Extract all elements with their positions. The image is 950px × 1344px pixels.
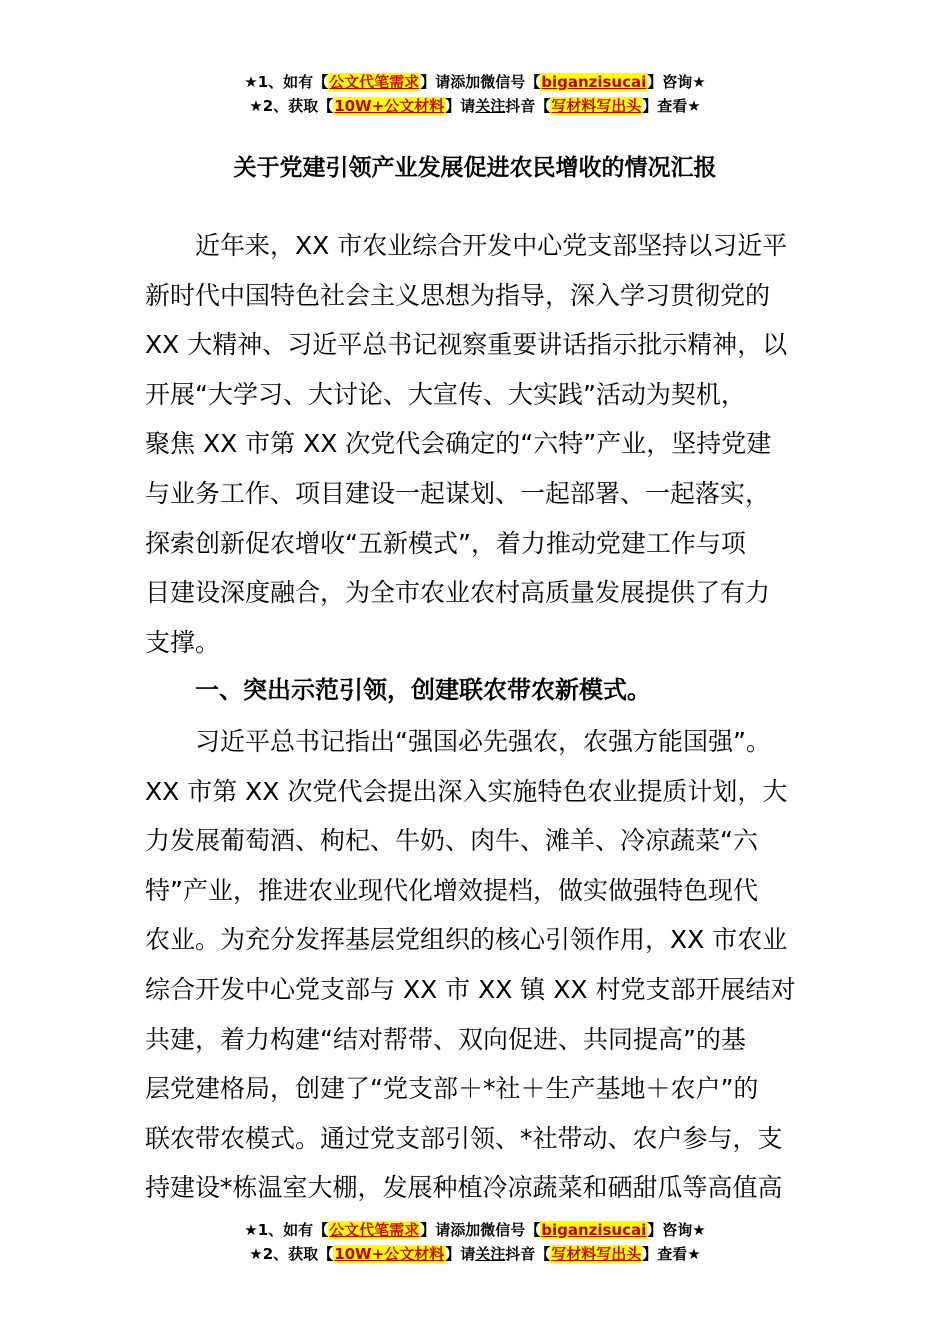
promo-text: 】咨询★ [647,73,706,91]
text-line: 聚焦 XX 市第 XX 次党代会确定的“六特”产业，坚持党建 [145,429,772,459]
text-line: 农业。为充分发挥基层党组织的核心引领作用，XX 市农业 [145,925,788,955]
douyin-name-highlight: 写材料写出头 [551,1245,642,1263]
text-line: XX 市第 XX 次党代会提出深入实施特色农业提质计划，大 [145,776,788,806]
text-line: 探索创新促农增收“五新模式”，着力推动党建工作与项 [145,528,746,558]
wechat-id-highlight: biganzisucai [541,1221,647,1239]
promo-text: ★1、如有【 [244,73,329,91]
bottom-promo-banner [0,1218,950,1266]
promo-highlight: 10W+公文材料 [334,97,445,115]
text-line: XX 大精神、习近平总书记视察重要讲话指示批示精神，以 [145,330,788,360]
paragraph-intro [145,221,810,667]
text-line: 近年来，XX 市农业综合开发中心党支部坚持以习近平 [195,231,788,260]
top-promo-banner [0,70,950,118]
wechat-id-highlight: biganzisucai [541,73,647,91]
promo-highlight: 公文代笔需求 [329,73,420,91]
promo-highlight: 10W+公文材料 [334,1245,445,1263]
promo-text: 】请 [445,97,476,115]
promo-text: 抖音【 [505,1245,551,1263]
promo-text: 】查看★ [642,97,701,115]
promo-text: ★1、如有【 [244,1221,329,1239]
document-title: 关于党建引领产业发展促进农民增收的情况汇报 [233,155,717,181]
text-line: 持建设*栋温室大棚，发展种植冷凉蔬菜和硒甜瓜等高值高 [145,1173,783,1203]
promo-text: 抖音【 [505,97,551,115]
text-line: 共建，着力构建“结对帮带、双向促进、共同提高”的基 [145,1024,746,1054]
text-line: 综合开发中心党支部与 XX 市 XX 镇 XX 村党支部开展结对 [145,974,796,1004]
douyin-name-highlight: 写材料写出头 [551,97,642,115]
promo-text: 】查看★ [642,1245,701,1263]
promo-highlight: 公文代笔需求 [329,1221,420,1239]
promo-text: ★2、获取【 [249,97,334,115]
paragraph-section-1 [145,717,810,1213]
promo-line-1 [0,70,950,94]
promo-line-1 [0,1218,950,1242]
text-line: 联农带农模式。通过党支部引领、*社带动、农户参与，支 [145,1123,783,1153]
text-line: 与业务工作、项目建设一起谋划、一起部署、一起落实， [145,478,771,508]
promo-text: 】请 [445,1245,476,1263]
text-line: 力发展葡萄酒、枸杞、牛奶、肉牛、滩羊、冷凉蔬菜“六 [145,826,758,856]
text-line: 习近平总书记指出“强国必先强农，农强方能国强”。 [195,727,771,756]
text-line: 目建设深度融合，为全市农业农村高质量发展提供了有力 [145,578,771,608]
promo-line-2 [0,1242,950,1266]
section-heading-1: 一、突出示范引领，创建联农带农新模式。 [195,676,651,704]
promo-text: 】咨询★ [647,1221,706,1239]
text-line: 层党建格局，创建了“党支部＋*社＋生产基地＋农户”的 [145,1074,759,1104]
promo-line-2 [0,94,950,118]
text-line: 新时代中国特色社会主义思想为指导，深入学习贯彻党的 [145,280,771,310]
text-line: 支撑。 [145,627,221,657]
promo-text: ★2、获取【 [249,1245,334,1263]
promo-underline: 关注 [475,97,506,115]
promo-text: 】请添加微信号【 [420,1221,541,1239]
text-line: 特”产业，推进农业现代化增效提档，做实做强特色现代 [145,875,758,905]
text-line: 开展“大学习、大讨论、大宣传、大实践”活动为契机， [145,379,746,409]
promo-underline: 关注 [475,1245,506,1263]
promo-text: 】请添加微信号【 [420,73,541,91]
